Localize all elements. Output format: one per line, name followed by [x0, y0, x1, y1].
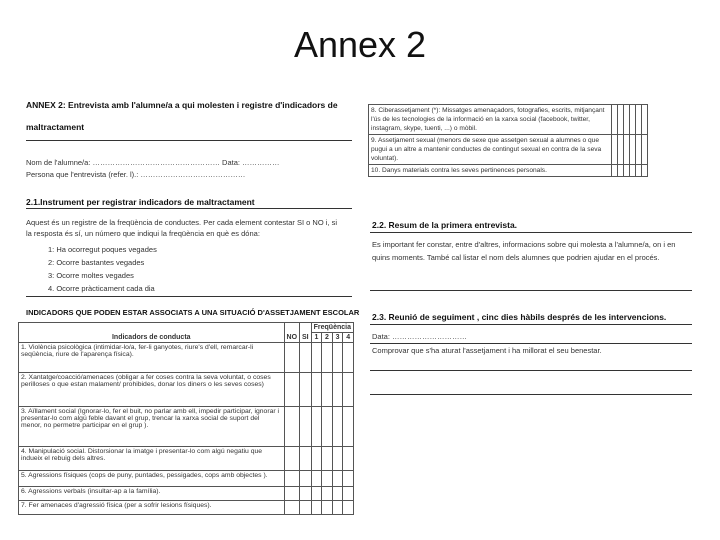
no-cell[interactable] — [284, 487, 300, 501]
col-header-no: NO — [284, 323, 300, 343]
frequency-option-3: 3: Ocorre moltes vegades — [48, 271, 134, 280]
freq-cell[interactable] — [332, 373, 343, 407]
no-cell[interactable] — [284, 407, 300, 447]
section-heading-2-1: 2.1.Instrument per registrar indicadors de maltractament — [26, 197, 255, 207]
section-heading-2-3: 2.3. Reunió de seguiment , cinc dies hàbils després de les intervencions. — [372, 312, 667, 322]
divider — [370, 394, 692, 395]
freq-cell[interactable] — [322, 343, 333, 373]
freq-cell[interactable] — [311, 373, 322, 407]
freq-cell[interactable] — [343, 501, 354, 515]
freq-cell[interactable] — [343, 373, 354, 407]
annex-heading-cont: maltractament — [26, 122, 85, 132]
divider — [26, 296, 352, 297]
table-row — [369, 105, 648, 135]
divider — [26, 208, 352, 209]
divider — [370, 343, 692, 344]
freq-cell[interactable] — [322, 373, 333, 407]
freq-cell[interactable] — [332, 447, 343, 471]
no-cell[interactable] — [284, 373, 300, 407]
freq-cell[interactable] — [322, 487, 333, 501]
freq-cell[interactable] — [311, 407, 322, 447]
table-row — [19, 471, 354, 487]
no-cell[interactable] — [284, 447, 300, 471]
indicator-1: 1. Violència psicològica (intimidar-lo/a, fer-li ganyotes, riure's d'ell, remarcar-li seqüència, riure de l'aparença física). — [19, 343, 285, 373]
student-name-line: Nom de l'alumne/a: …………………………………………… Data: …………… — [26, 158, 280, 167]
indicator-7: 7. Fer amenaces d'agressió física (per a sofrir lesions físiques). — [19, 501, 285, 515]
si-cell[interactable] — [300, 373, 312, 407]
freq-cell[interactable] — [322, 501, 333, 515]
divider — [26, 140, 352, 141]
si-cell[interactable] — [300, 501, 312, 515]
freq-cell[interactable] — [343, 487, 354, 501]
indicators-table — [18, 322, 354, 515]
summary-instructions-cont: quins moments. També cal listar el nom dels alumnes que podrien ajudar en el procés. — [372, 253, 660, 262]
freq-cell[interactable] — [642, 165, 648, 177]
table-row — [369, 135, 648, 165]
no-cell[interactable] — [284, 343, 300, 373]
freq-cell[interactable] — [332, 407, 343, 447]
indicator-4: 4. Manipulació social. Distorsionar la imatge i presentar-lo com algú negatiu que indueix el rebuig dels altres. — [19, 447, 285, 471]
col-header-freq-1: 1 — [311, 333, 322, 343]
freq-cell[interactable] — [332, 343, 343, 373]
freq-cell[interactable] — [343, 447, 354, 471]
indicator-10: 10. Danys materials contra les seves pertinences personals. — [369, 165, 612, 177]
si-cell[interactable] — [300, 471, 312, 487]
interviewer-line: Persona que l'entrevista (refer. l).: …………………………………… — [26, 170, 246, 179]
freq-cell[interactable] — [311, 471, 322, 487]
freq-cell[interactable] — [311, 487, 322, 501]
freq-cell[interactable] — [322, 471, 333, 487]
table-row — [369, 165, 648, 177]
si-cell[interactable] — [300, 407, 312, 447]
intro-text-cont: la resposta és sí, un número que indiqui la freqüència en què es dóna: — [26, 229, 260, 238]
table-row — [19, 373, 354, 407]
table-row — [19, 343, 354, 373]
col-header-freq-4: 4 — [343, 333, 354, 343]
divider — [370, 370, 692, 371]
divider — [370, 232, 692, 233]
indicator-8: 8. Ciberassetjament (*): Missatges amenaçadors, fotografies, escrits, mitjançant l'ús de les tecnologies de la informació en la xarxa social (facebook, twitter, instagram, skype, tuenti, ...) o mòbil. — [369, 105, 612, 135]
annex-heading: ANNEX 2: Entrevista amb l'alumne/a a qui molesten i registre d'indicadors de — [26, 100, 338, 110]
followup-date-line: Data: ………………………… — [372, 332, 468, 341]
frequency-option-1: 1: Ha ocorregut poques vegades — [48, 245, 157, 254]
intro-text: Aquest és un registre de la freqüència de conductes. Per cada element contestar SI o NO i, si — [26, 218, 338, 227]
col-header-freq-2: 2 — [322, 333, 333, 343]
divider — [370, 290, 692, 291]
indicator-3: 3. Aïllament social (Ignorar-lo, fer el buit, no parlar amb ell, impedir participar, ignorar i presentar-lo com algú feble davant el grup, trencar la xarxa social de suport del menor, no permetre participar en el grup ). — [19, 407, 285, 447]
frequency-option-2: 2: Ocorre bastantes vegades — [48, 258, 145, 267]
col-header-conducta: Indicadors de conducta — [19, 323, 285, 343]
freq-cell[interactable] — [332, 501, 343, 515]
si-cell[interactable] — [300, 447, 312, 471]
indicator-5: 5. Agressions físiques (cops de puny, puntades, pessigades, cops amb objectes ). — [19, 471, 285, 487]
section-heading-2-2: 2.2. Resum de la primera entrevista. — [372, 220, 518, 230]
freq-cell[interactable] — [332, 487, 343, 501]
freq-cell[interactable] — [642, 105, 648, 135]
si-cell[interactable] — [300, 487, 312, 501]
freq-cell[interactable] — [322, 407, 333, 447]
indicator-2: 2. Xantatge/coacció/amenaces (obligar a fer coses contra la seva voluntat, o coses perilloses o que estan malament/ prohibides, donar los diners o les seves coses) — [19, 373, 285, 407]
indicators-table-continued — [368, 104, 648, 177]
freq-cell[interactable] — [322, 447, 333, 471]
indicators-table-title: INDICADORS QUE PODEN ESTAR ASSOCIATS A UNA SITUACIÓ D'ASSETJAMENT ESCOLAR — [26, 308, 360, 317]
table-row — [19, 447, 354, 471]
freq-cell[interactable] — [642, 135, 648, 165]
no-cell[interactable] — [284, 471, 300, 487]
summary-instructions: Es important fer constar, entre d'altres, informacions sobre qui molesta a l'alumne/a, on i en — [372, 240, 676, 249]
freq-cell[interactable] — [332, 471, 343, 487]
frequency-option-4: 4. Ocorre pràcticament cada dia — [48, 284, 155, 293]
table-row — [19, 407, 354, 447]
indicator-9: 9. Assetjament sexual (menors de sexe que assetgen sexual a alumnes o que pugui a un altre a mantenir conductes de contingut sexual en contra de la seva voluntat). — [369, 135, 612, 165]
table-row — [19, 487, 354, 501]
table-row — [19, 501, 354, 515]
col-header-frequencia: Freqüència — [311, 323, 353, 333]
freq-cell[interactable] — [343, 471, 354, 487]
col-header-si: SI — [300, 323, 312, 343]
freq-cell[interactable] — [311, 501, 322, 515]
indicator-6: 6. Agressions verbals (insultar-ap a la família). — [19, 487, 285, 501]
no-cell[interactable] — [284, 501, 300, 515]
divider — [370, 324, 692, 325]
followup-check-text: Comprovar que s'ha aturat l'assetjament i ha millorat el seu benestar. — [372, 346, 602, 355]
slide-title: Annex 2 — [293, 24, 427, 65]
si-cell[interactable] — [300, 343, 312, 373]
freq-cell[interactable] — [311, 447, 322, 471]
col-header-freq-3: 3 — [332, 333, 343, 343]
freq-cell[interactable] — [343, 343, 354, 373]
freq-cell[interactable] — [343, 407, 354, 447]
freq-cell[interactable] — [311, 343, 322, 373]
